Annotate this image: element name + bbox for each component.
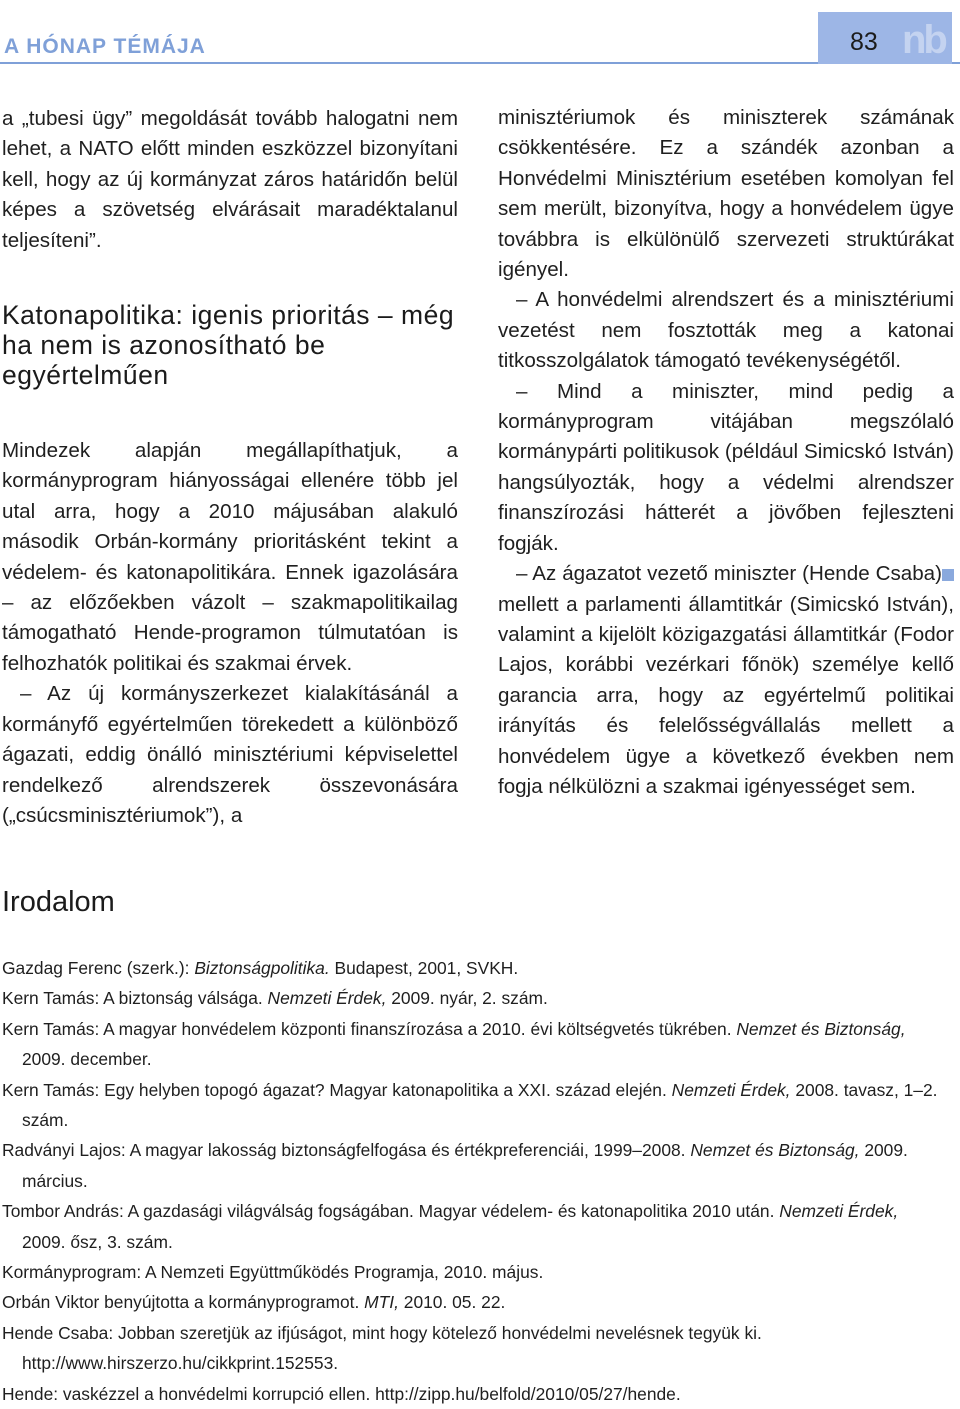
- reference-source: Nemzeti Érdek,: [779, 1201, 899, 1222]
- reference-item: [2, 1196, 942, 1257]
- reference-item: [2, 1287, 942, 1317]
- body-paragraph: – A honvédelmi alrendszert és a minisztériumi vezetést nem fosztották meg a katonai titkosszolgálatok támogató tevékenységétől.: [498, 288, 954, 373]
- reference-text: Gazdag Ferenc (szerk.):: [2, 958, 195, 978]
- left-column: [2, 104, 458, 831]
- reference-text: Tombor András: A gazdasági világválság fogságában. Magyar védelem- és katonapolitika 2010 után.: [2, 1201, 780, 1222]
- reference-text: Kern Tamás: Egy helyben topogó ágazat? Magyar katonapolitika a XXI. század elején.: [2, 1079, 672, 1100]
- reference-item: [2, 983, 942, 1013]
- reference-source: Nemzeti Érdek,: [267, 988, 387, 1009]
- reference-item: [2, 1379, 942, 1409]
- references-list: [2, 953, 942, 1409]
- reference-text: Kern Tamás: A biztonság válsága.: [2, 988, 268, 1009]
- body-paragraph: [498, 559, 954, 802]
- reference-source: MTI,: [364, 1292, 399, 1313]
- last-paragraph-text: – Az ágazatot vezető miniszter (Hende Csaba) mellett a parlamenti államtitkár (Simicskó István), valamint a kijelölt közigazgatási államtitkár (Fodor Lajos, korábbi vezérkari főnök) személye kellő garancia arra, hogy az egyértelmű politikai irányítás és felelősségvállalás mellett a honvédelem ügye a következő években nem fogja nélkülözni a szakmai igényességet sem.: [498, 562, 954, 798]
- end-mark-icon: [942, 569, 954, 581]
- reference-source: Nemzeti Érdek,: [671, 1079, 791, 1100]
- reference-source: Biztonságpolitika.: [194, 958, 330, 978]
- reference-item: [2, 953, 942, 983]
- reference-item: [2, 1318, 942, 1379]
- body-paragraph: minisztériumok és miniszterek számának csökkentésére. Ez a szándék azonban a Honvédelmi Minisztérium esetében komolyan fel sem merült, bizonyítva, hogy a honvédelem ügye továbbra is elkülönülő szervezeti struktúrákat igényel.: [498, 106, 954, 282]
- page-number-box: [818, 12, 952, 64]
- reference-item: [2, 1135, 942, 1196]
- reference-details: 2009. március.: [22, 1140, 908, 1191]
- reference-source: Nemzet és Biztonság,: [690, 1140, 860, 1161]
- logo-nb: nb: [902, 18, 945, 62]
- reference-details: 2009. december.: [22, 1049, 152, 1070]
- header-rule: [0, 62, 960, 64]
- reference-details: 2009. nyár, 2. szám.: [386, 988, 548, 1009]
- reference-details: 2008. tavasz, 1–2. szám.: [22, 1079, 938, 1131]
- reference-item: [2, 1257, 942, 1287]
- reference-text: Hende Csaba: Jobban szeretjük az ifjúságot, mint hogy kötelező honvédelmi nevelésnek tegyük ki. http://www.hirszerzo.hu/cikkprint.152553.: [2, 1322, 762, 1374]
- reference-details: 2010. 05. 22.: [398, 1292, 506, 1313]
- reference-item: [2, 1075, 942, 1136]
- reference-text: Radványi Lajos: A magyar lakosság biztonságfelfogása és értékpreferenciái, 1999–2008.: [2, 1140, 691, 1161]
- reference-text: Orbán Viktor benyújtotta a kormányprogramot.: [2, 1292, 365, 1313]
- reference-text: Kern Tamás: A magyar honvédelem központi finanszírozása a 2010. évi költségvetés tükrében.: [2, 1018, 737, 1039]
- reference-details: 2009. ősz, 3. szám.: [22, 1231, 173, 1252]
- reference-source: Nemzet és Biztonság,: [736, 1018, 906, 1039]
- section-heading: Katonapolitika: igenis prioritás – még ha nem is azonosítható be egyértelműen: [2, 300, 455, 391]
- body-paragraph: – Mind a miniszter, mind pedig a kormányprogram vitájában megszólaló kormánypárti politikusok (például Simicskó István) hangsúlyozták, hogy a védelmi alrendszer finanszírozási hátterét a jövőben fejleszteni fogják.: [498, 379, 954, 555]
- section-title: A HÓNAP TÉMÁJA: [4, 35, 206, 58]
- body-paragraph: Mindezek alapján megállapíthatjuk, a kormányprogram hiányosságai ellenére több jel utal arra, hogy a 2010 májusában alakuló második Orbán-kormány prioritásként tekint a védelem- és katonapolitikára. Ennek igazolására – az előzőekben vázolt – szakmapolitikailag támogatható Hende-programon túlmutatóan is felhozhatók politikai és szakmai érvek.: [2, 439, 458, 675]
- reference-text: Hende: vaskézzel a honvédelmi korrupció ellen. http://zipp.hu/belfold/2010/05/27/hende.: [2, 1383, 681, 1404]
- reference-item: [2, 1014, 942, 1075]
- reference-text: Kormányprogram: A Nemzeti Együttműködés Programja, 2010. május.: [2, 1262, 544, 1283]
- body-paragraph: – Az új kormányszerkezet kialakításánál a kormányfő egyértelműen törekedett a különböző ágazati, eddig önálló minisztériumi képviselettel rendelkező alrendszerek összevonására („csúcsminisztériumok”), a: [2, 682, 458, 827]
- reference-details: Budapest, 2001, SVKH.: [329, 958, 519, 978]
- right-column: [498, 103, 954, 802]
- references-title: Irodalom: [2, 886, 115, 918]
- page-number: 83: [850, 28, 878, 56]
- intro-paragraph: a „tubesi ügy” megoldását tovább halogatni nem lehet, a NATO előtt minden eszközzel bizonyítani kell, hogy az új kormányzat záros határidőn belül képes a szövetség elvárásait maradéktalanul teljesíteni”.: [2, 107, 458, 252]
